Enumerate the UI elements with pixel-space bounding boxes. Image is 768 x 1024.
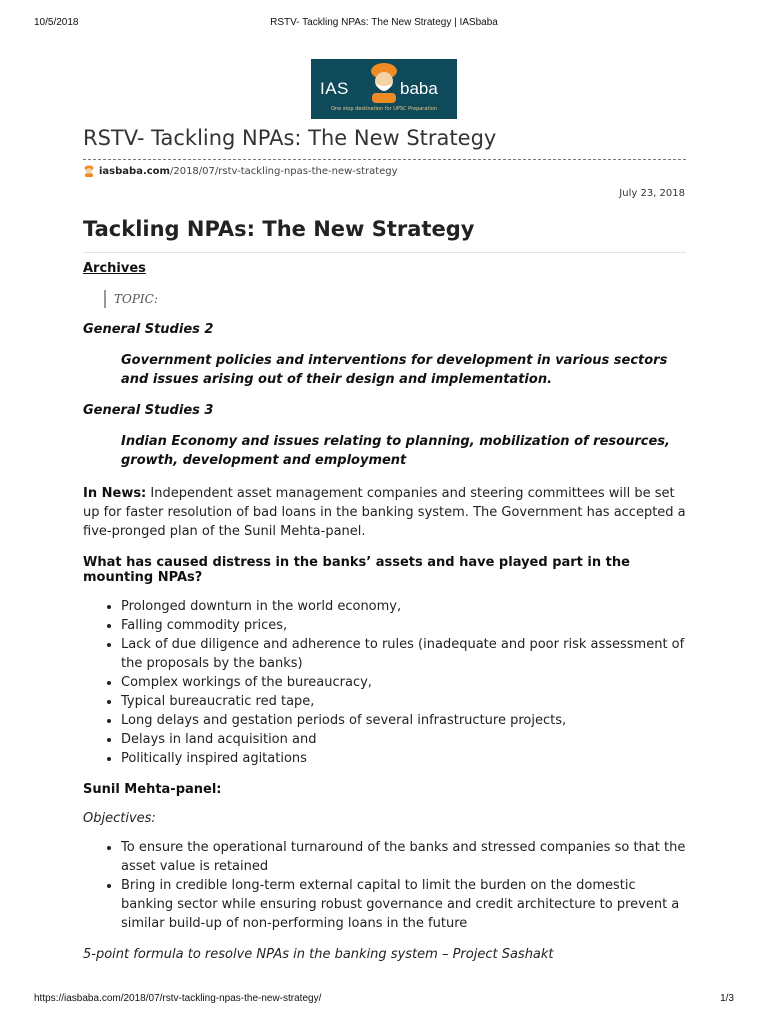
- formula-line: 5-point formula to resolve NPAs in the banking system – Project Sashakt: [83, 947, 554, 962]
- topic-label: TOPIC:: [104, 290, 686, 308]
- objectives-label: Objectives:: [83, 811, 156, 826]
- list-item: • Bring in credible long-term external capital to limit the burden on the domestic banking sector while ensuring robust governance and credit architecture to prevent a similar build-up of non-performing loans in the future: [121, 876, 686, 933]
- page-title: RSTV- Tackling NPAs: The New Strategy: [83, 126, 497, 150]
- published-date: July 23, 2018: [619, 188, 685, 199]
- source-domain[interactable]: iasbaba.com: [99, 166, 170, 177]
- gs2-heading: General Studies 2: [83, 322, 214, 337]
- list-item: • Politically inspired agitations: [121, 749, 686, 768]
- baba-mascot-icon: [364, 61, 404, 105]
- source-line[interactable]: [83, 165, 398, 183]
- iasbaba-favicon-icon: [83, 165, 95, 177]
- article-title: Tackling NPAs: The New Strategy: [83, 214, 686, 253]
- list-item: • Falling commodity prices,: [121, 616, 686, 635]
- gs2-description: Government policies and interventions for development in various sectors and issues arising out of their design and implementation.: [121, 353, 668, 387]
- in-news-paragraph: [83, 484, 686, 541]
- print-title: RSTV- Tackling NPAs: The New Strategy | IASbaba: [270, 17, 498, 28]
- source-path[interactable]: /2018/07/rstv-tackling-npas-the-new-strategy: [169, 166, 398, 177]
- list-item: • Complex workings of the bureaucracy,: [121, 673, 686, 692]
- list-item: • Delays in land acquisition and: [121, 730, 686, 749]
- page-number: 1/3: [720, 993, 734, 1004]
- print-footer: [0, 993, 768, 1007]
- article-body: [83, 214, 686, 962]
- list-item: • Prolonged downturn in the world economy,: [121, 597, 686, 616]
- list-item: • Typical bureaucratic red tape,: [121, 692, 686, 711]
- causes-list: [83, 597, 686, 768]
- logo-text-right: baba: [400, 79, 438, 98]
- objectives-list: [83, 838, 686, 933]
- causes-question: What has caused distress in the banks’ assets and have played part in the mounting NPAs?: [83, 555, 630, 585]
- logo-text-left: IAS: [320, 79, 349, 98]
- in-news-text: Independent asset management companies and steering committees will be set up for faster resolution of bad loans in the banking system. The Government has accepted a five-pronged plan of the Sunil Mehta-panel.: [83, 486, 686, 539]
- gs3-description: Indian Economy and issues relating to planning, mobilization of resources, growth, development and employment: [121, 434, 670, 468]
- logo-tagline: One stop destination for UPSC Preparation: [330, 106, 438, 112]
- site-logo[interactable]: [311, 59, 457, 119]
- print-header: [0, 17, 768, 31]
- in-news-label: In News:: [83, 486, 147, 501]
- list-item: • To ensure the operational turnaround of the banks and stressed companies so that the asset value is retained: [121, 838, 686, 876]
- gs3-heading: General Studies 3: [83, 403, 214, 418]
- list-item: • Lack of due diligence and adherence to rules (inadequate and poor risk assessment of the proposals by the banks): [121, 635, 686, 673]
- list-item: • Long delays and gestation periods of several infrastructure projects,: [121, 711, 686, 730]
- print-date: 10/5/2018: [34, 17, 79, 28]
- archives-link[interactable]: Archives: [83, 261, 146, 276]
- panel-heading: Sunil Mehta-panel:: [83, 782, 222, 797]
- print-url: https://iasbaba.com/2018/07/rstv-tackling-npas-the-new-strategy/: [34, 993, 322, 1004]
- title-divider: [83, 159, 686, 160]
